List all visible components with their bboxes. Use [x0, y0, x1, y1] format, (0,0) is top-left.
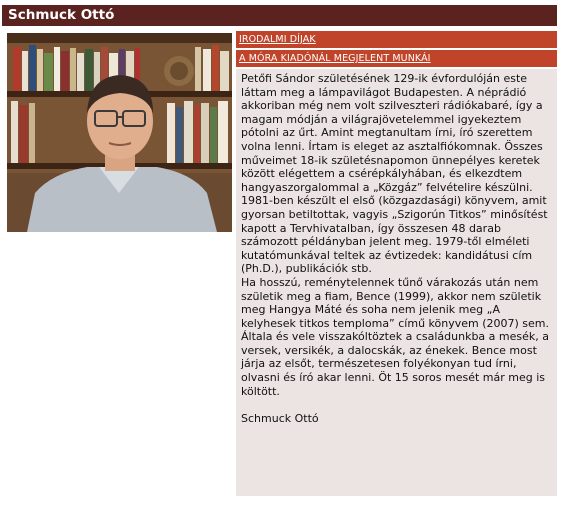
author-portrait-image — [7, 33, 232, 232]
bio-paragraph: Ha hosszú, reménytelennek tűnő várakozás után nem születik meg a fiam, Bence (1999), akkor nem születik meg Hangya Máté és soha nem jelenik meg „A kelyhesek titkos temploma” című könyvem (2007) sem. Általa és vele visszakóltöztek a családunkba a mesék, a versek, versikék, a dalocskák, az énekek. Bence most járja az elsőt, természetesen folyékonyan tud írni, olvasni és író akar lenni. Öt 15 soros mesét már meg is költött. — [241, 275, 549, 398]
bio-paragraph: 1981-ben készült el első (közgazdasági) könyvem, amit gyorsan betiltottak, vagyis „Szigorún Titkos” minősítést kapott a Tervhivatalban, így összesen 48 darab számozott példányban jelent meg. 1979-től elméleti kutatómunkával teltek az évtizedek: kandidátusi cím (Ph.D.), publikációk stb. — [241, 194, 548, 276]
bio-signature: Schmuck Ottó — [241, 411, 319, 425]
link-bar-publications — [236, 50, 557, 67]
literary-awards-link[interactable]: IRODALMI DÍJAK — [239, 34, 316, 45]
bio-panel — [236, 69, 557, 496]
bio-paragraph: Petőfi Sándor születésének 129-ik évfordulóján este láttam meg a lámpavilágot Budapesten. A néprádió akkoriban még nem volt szilveszteri rádiókabaré, így a magam módján a világrajövetelemmel igyekeztem pótolni az űrt. Amint megtanultam írni, író szerettem volna lenni. Írtam is eleget az asztalfiókomnak. Összes műveimet 18-ik születésnapomon ünnepélyes keretek között elégettem a csérépkályhában, és elkezdtem hangyaszorgalommal a „Közgáz” felvételire készülni. — [241, 72, 543, 194]
author-photo — [7, 33, 232, 232]
page-title: Schmuck Ottó — [2, 5, 557, 26]
mora-publications-link[interactable]: A MÓRA KIADÓNÁL MEGJELENT MUNKÁI — [239, 53, 431, 64]
link-bar-awards — [236, 31, 557, 48]
